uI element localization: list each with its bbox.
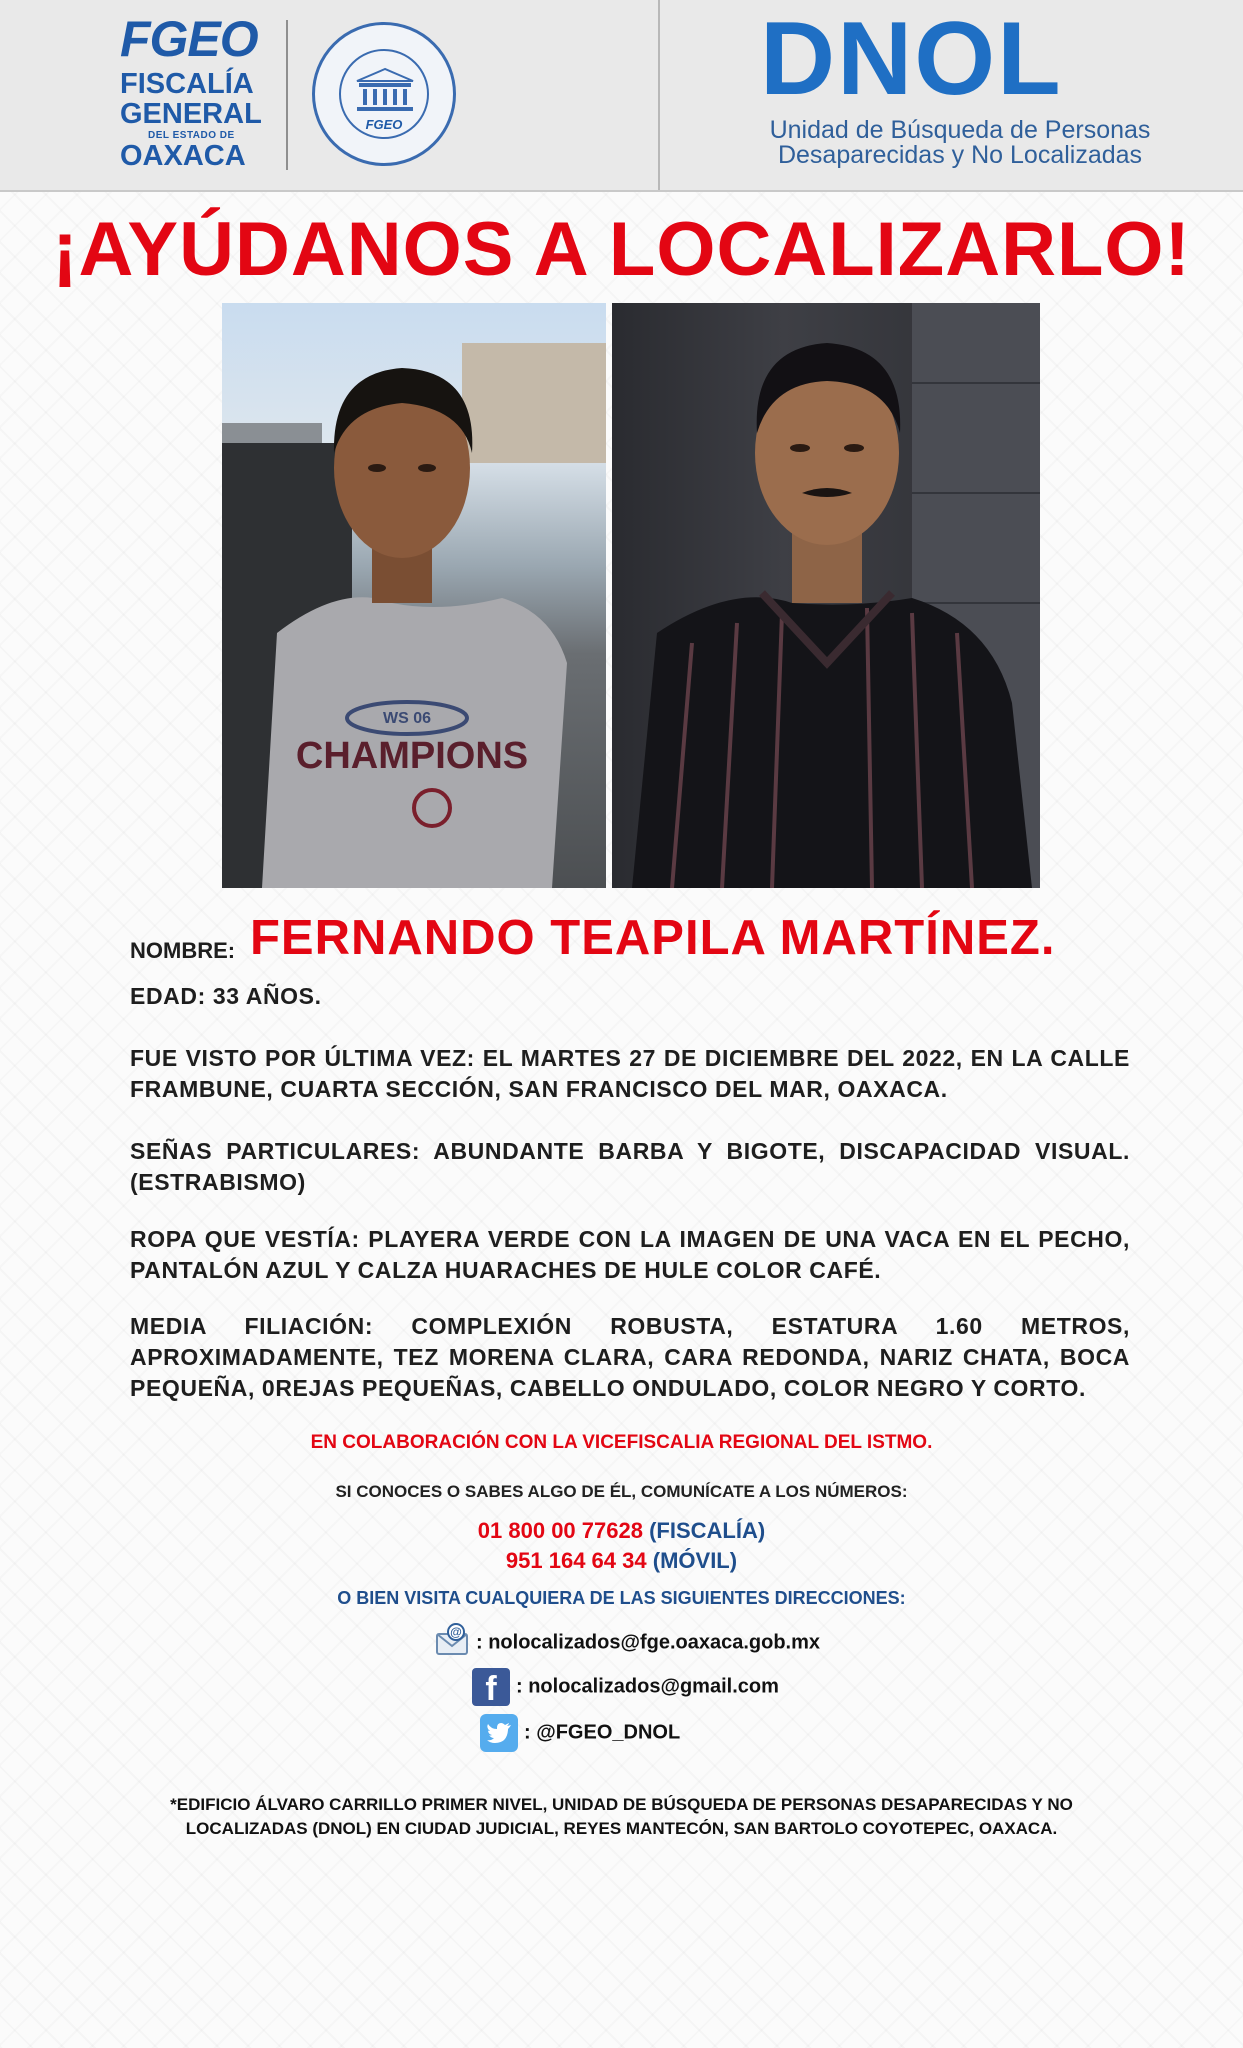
headline: ¡AYÚDANOS A LOCALIZARLO!: [52, 207, 1191, 292]
dnol-subtitle-line1: Unidad de Búsqueda de Personas: [769, 116, 1151, 144]
age-text: EDAD: 33 AÑOS.: [130, 983, 322, 1009]
phone-fiscalia[interactable]: [0, 1518, 1243, 1544]
address-footnote-line2: LOCALIZADAS (DNOL) EN CIUDAD JUDICIAL, REYES MANTECÓN, SAN BARTOLO COYOTEPEC, OAXACA.: [185, 1819, 1058, 1838]
facebook-icon: f: [472, 1668, 510, 1706]
fgeo-logo-line2: GENERAL: [120, 98, 262, 130]
name-label: NOMBRE:: [130, 938, 236, 963]
address-footnote: [0, 1793, 1243, 1841]
visit-prompt: O BIEN VISITA CUALQUIERA DE LAS SIGUIENTES DIRECCIONES:: [337, 1588, 906, 1608]
logo-separator: [286, 20, 288, 170]
missing-person-photo-2: [612, 303, 1040, 888]
fgeo-logo-acronym: FGEO: [120, 11, 258, 67]
clothing-text: ROPA QUE VESTÍA: PLAYERA VERDE CON LA IMAGEN DE UNA VACA EN EL PECHO, PANTALÓN AZUL Y CALZA HUARACHES DE HULE COLOR CAFÉ.: [130, 1226, 1130, 1283]
header-banner: [0, 0, 1243, 192]
facebook-address[interactable]: : nolocalizados@gmail.com: [516, 1675, 779, 1698]
fiscalia-seal-logo: [312, 22, 456, 166]
missing-person-name: FERNANDO TEAPILA MARTÍNEZ.: [250, 911, 1056, 965]
distinguishing-marks-text: SEÑAS PARTICULARES: ABUNDANTE BARBA Y BIGOTE, DISCAPACIDAD VISUAL. (ESTRABISMO): [130, 1138, 1130, 1195]
phone-fiscalia-number[interactable]: 01 800 00 77628: [477, 1518, 643, 1543]
last-seen-text: FUE VISTO POR ÚLTIMA VEZ: EL MARTES 27 DE DICIEMBRE DEL 2022, EN LA CALLE FRAMBUNE, CUARTA SECCIÓN, SAN FRANCISCO DEL MAR, OAXACA.: [130, 1045, 1130, 1102]
fgeo-logo-line4: OAXACA: [120, 140, 246, 172]
phone-movil-tag: (MÓVIL): [652, 1548, 738, 1573]
twitter-contact[interactable]: [480, 1714, 680, 1752]
email-icon: [434, 1622, 470, 1664]
address-footnote-line1: *EDIFICIO ÁLVARO CARRILLO PRIMER NIVEL, UNIDAD DE BÚSQUEDA DE PERSONAS DESAPARECIDAS Y NO: [170, 1795, 1073, 1814]
phone-movil-number[interactable]: 951 164 64 34: [505, 1548, 647, 1573]
twitter-icon: [480, 1714, 518, 1752]
description-text: MEDIA FILIACIÓN: COMPLEXIÓN ROBUSTA, ESTATURA 1.60 METROS, APROXIMADAMENTE, TEZ MORENA CLARA, CARA REDONDA, NARIZ CHATA, BOCA PEQUEÑA, 0REJAS PEQUEÑAS, CABELLO ONDULADO, COLOR NEGRO Y CORTO.: [130, 1313, 1130, 1401]
phone-movil[interactable]: [0, 1548, 1243, 1574]
phone-fiscalia-tag: (FISCALÍA): [649, 1518, 766, 1543]
dnol-logo-title: DNOL: [760, 1, 1063, 117]
email-contact[interactable]: [434, 1622, 820, 1664]
seal-center-text: FGEO: [365, 117, 403, 132]
fgeo-logo-line3: DEL ESTADO DE: [148, 130, 235, 141]
twitter-handle[interactable]: : @FGEO_DNOL: [524, 1721, 681, 1744]
header-divider: [658, 0, 660, 190]
email-address[interactable]: : nolocalizados@fge.oaxaca.gob.mx: [476, 1631, 821, 1654]
facebook-contact[interactable]: [472, 1668, 779, 1706]
shirt-top-text: WS 06: [382, 710, 432, 727]
svg-text:@: @: [450, 1625, 462, 1639]
collaboration-note: EN COLABORACIÓN CON LA VICEFISCALIA REGIONAL DEL ISTMO.: [310, 1432, 933, 1453]
call-prompt: SI CONOCES O SABES ALGO DE ÉL, COMUNÍCATE A LOS NÚMEROS:: [335, 1482, 908, 1501]
shirt-champions-text: CHAMPIONS: [295, 735, 529, 777]
fgeo-logo-line1: FISCALÍA: [120, 68, 254, 100]
missing-person-photo-1: [222, 303, 606, 888]
dnol-subtitle-line2: Desaparecidas y No Localizadas: [777, 141, 1143, 169]
